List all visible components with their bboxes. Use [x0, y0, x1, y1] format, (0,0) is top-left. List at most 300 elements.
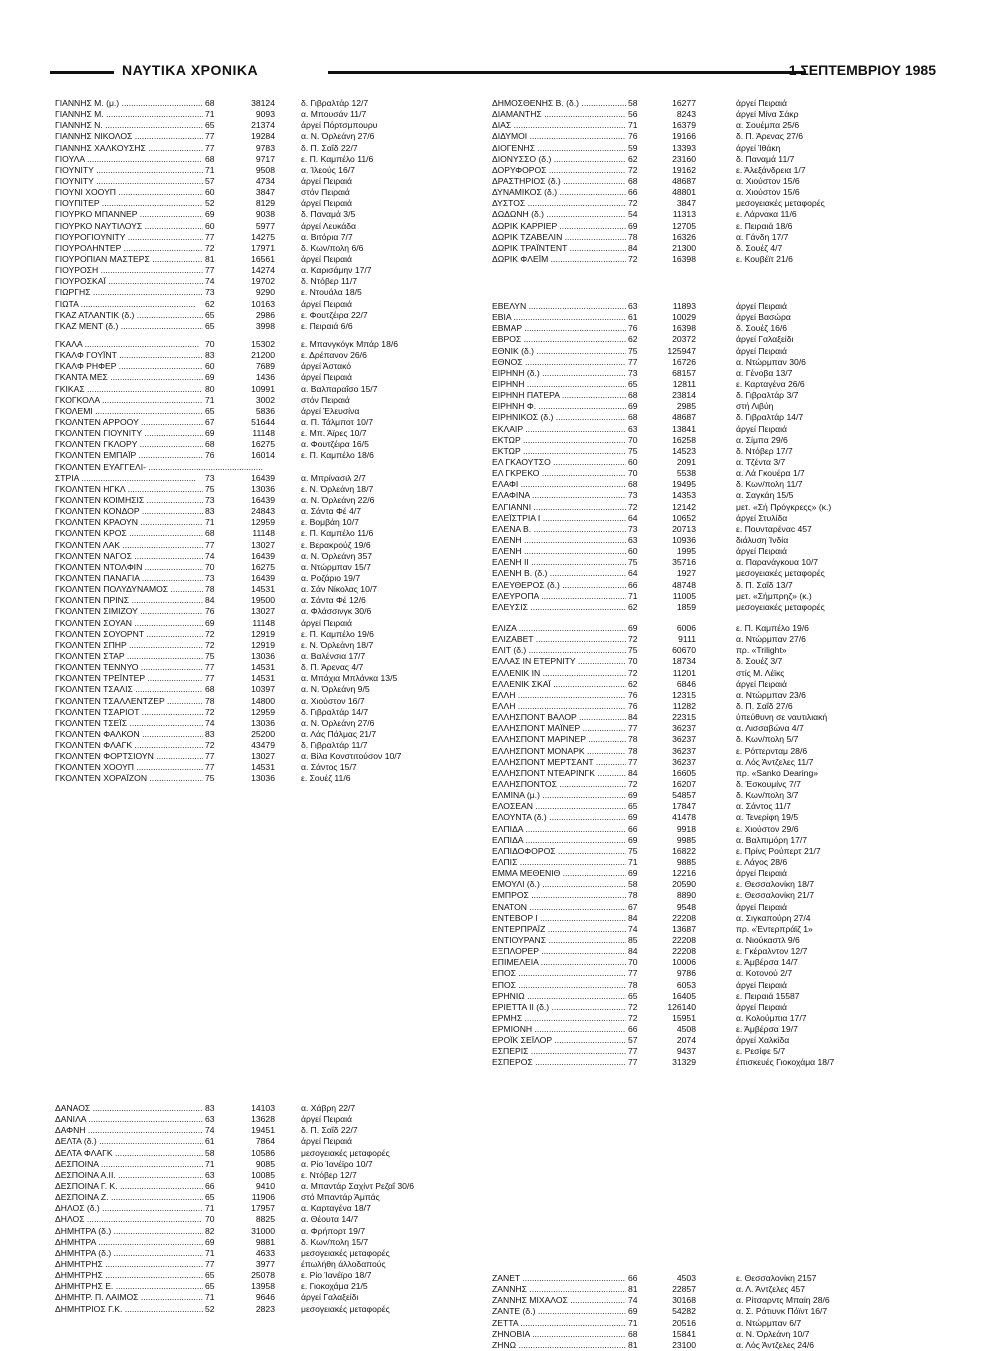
tonnage: 16398 — [672, 323, 696, 334]
ship-name: ΕΛΑΦΙΝΑ ..... — [492, 490, 628, 501]
position: ε. Ρίο Ίανέϊρο 18/7 — [301, 1270, 372, 1281]
build-year: 71 — [626, 120, 644, 131]
tonnage: 8243 — [676, 109, 696, 120]
ship-row — [492, 1002, 902, 1013]
ship-row — [55, 221, 465, 232]
ship-group — [55, 1103, 465, 1315]
position: άργεί Πειραιά — [736, 423, 787, 434]
ship-row — [55, 506, 465, 517]
ship-row — [55, 684, 465, 695]
tonnage: 3847 — [676, 198, 696, 209]
tonnage: 12919 — [251, 639, 275, 650]
position: ε. Π. Καμπέλο 18/6 — [301, 450, 374, 461]
position: άργεί Πειραιά — [736, 98, 787, 108]
build-year: 69 — [626, 401, 644, 412]
ship-row — [492, 723, 902, 734]
tonnage: 60670 — [672, 645, 696, 656]
ship-name: ΕΚΤΩΡ ..... — [492, 435, 628, 446]
build-year: 57 — [203, 176, 221, 187]
tonnage: 12315 — [672, 689, 696, 700]
tonnage: 9783 — [255, 142, 275, 153]
tonnage: 3002 — [255, 394, 275, 405]
tonnage: 1927 — [676, 568, 696, 579]
ship-row — [492, 712, 902, 723]
tonnage: 16726 — [672, 356, 696, 367]
ship-row — [55, 1237, 465, 1248]
tonnage: 23100 — [672, 1339, 696, 1350]
build-year: 75 — [203, 484, 221, 495]
ship-row — [55, 198, 465, 209]
ship-name: ΔΗΜΗΤΡΙΟΣ Γ.Κ. ..... — [55, 1304, 205, 1315]
position: ύπεύθυνη σε ναυτιλιακή — [736, 712, 828, 723]
ship-row — [55, 120, 465, 131]
ship-row — [492, 1318, 902, 1329]
ship-name: ΓΚΙΚΑΣ ..... — [55, 384, 205, 395]
position: α. Λισσαβώνα 4/7 — [736, 723, 804, 734]
position: άργεί Πειραιά — [301, 1136, 352, 1147]
build-year: 78 — [626, 734, 644, 745]
position: άργεί Λευκάδα — [301, 220, 356, 231]
ship-name: ΕΠΟΣ ..... — [492, 980, 628, 991]
ship-row — [55, 299, 465, 310]
position: α. Τζέντα 3/7 — [736, 456, 786, 467]
ship-row — [55, 584, 465, 595]
position: α. Σίμπα 29/6 — [736, 434, 788, 445]
position: ε. Μπ. Άϊρες 10/7 — [301, 428, 367, 439]
ship-name: ΕΠΟΣ ..... — [492, 968, 628, 979]
position: ε. Π. Καμπέλο 19/6 — [736, 623, 809, 633]
ship-row — [492, 634, 902, 645]
ship-group — [492, 301, 902, 613]
tonnage: 13958 — [251, 1281, 275, 1292]
tonnage: 8129 — [255, 198, 275, 209]
ship-row — [492, 98, 902, 109]
build-year: 68 — [626, 1329, 644, 1340]
position: α. Σάντα Φέ 4/7 — [301, 506, 361, 517]
tonnage: 14103 — [251, 1103, 275, 1113]
ship-name: ΓΚΟΛΝΤΕΝ ΠΑΝΑΓΙΑ ..... — [55, 573, 205, 584]
position: ε. Ν. Όρλεάνη 18/7 — [301, 639, 374, 650]
build-year: 65 — [203, 1270, 221, 1281]
ship-row — [55, 573, 465, 584]
ship-row — [55, 1103, 465, 1114]
position: α. Βαλένσια 17/7 — [301, 650, 366, 661]
build-year: 68 — [203, 439, 221, 450]
tonnage: 4503 — [676, 1273, 696, 1283]
ship-name: ΓΚΟΛΝΤΕΝ ΣΠΗΡ ..... — [55, 640, 205, 651]
ship-row — [492, 1273, 902, 1284]
build-year: 72 — [626, 254, 644, 265]
position: έπισκευές Γιοκοχάμα 18/7 — [736, 1057, 835, 1068]
build-year: 70 — [203, 1214, 221, 1225]
position: α. Χιούστον 15/6 — [736, 175, 800, 186]
tonnage: 19451 — [251, 1125, 275, 1136]
tonnage: 16275 — [251, 561, 275, 572]
build-year: 57 — [626, 1035, 644, 1046]
position: α. Βαλπαραΐσο 15/7 — [301, 383, 378, 394]
ship-name: ΓΙΟΥΠΙΤΕΡ ..... — [55, 198, 205, 209]
ship-row — [55, 1281, 465, 1292]
ship-row — [55, 1214, 465, 1225]
position: ε. Βερακρούζ 19/6 — [301, 539, 371, 550]
ship-row — [55, 154, 465, 165]
ship-name: ΓΚΟΛΝΤΕΝ ΚΟΝΔΟΡ ..... — [55, 506, 205, 517]
ship-name: ΓΚΑΖ ΑΤΛΑΝΤΙΚ (δ.) ..... — [55, 310, 205, 321]
ship-row — [55, 209, 465, 220]
position: α. Ντώρμπαν 27/6 — [736, 634, 806, 645]
position: ε. Φουτζέιρα 22/7 — [301, 309, 368, 320]
ship-row — [492, 1284, 902, 1295]
ship-row — [55, 350, 465, 361]
ship-name: ΕΒΙΑ ..... — [492, 312, 628, 323]
ship-name: ΕΙΡΗΝΙΚΟΣ (δ.) ..... — [492, 412, 628, 423]
ship-row — [55, 321, 465, 332]
build-year: 68 — [626, 390, 644, 401]
ship-name: ΔΗΜΗΤΡΗΣ Ε. ..... — [55, 1281, 205, 1292]
position: ε. Βομβάη 10/7 — [301, 517, 359, 528]
tonnage: 14523 — [672, 445, 696, 456]
ship-row — [492, 1013, 902, 1024]
ship-row — [492, 301, 902, 312]
position: ε. Άμβέρσα 19/7 — [736, 1024, 798, 1035]
build-year: 81 — [626, 1340, 644, 1351]
ship-name: ΕΛΙΖΑΒΕΤ ..... — [492, 634, 628, 645]
build-year: 71 — [203, 517, 221, 528]
tonnage: 13027 — [251, 539, 275, 550]
build-year: 60 — [626, 546, 644, 557]
position: άργεί Πειραιά — [301, 1114, 352, 1125]
tonnage: 13036 — [251, 650, 275, 661]
tonnage: 16379 — [672, 120, 696, 131]
ship-name: ΔΩΡΙΚ ΤΡΑΪΝΤΕΝΤ ..... — [492, 243, 628, 254]
build-year: 69 — [626, 812, 644, 823]
build-year: 72 — [203, 707, 221, 718]
ship-name: ΓΚΟΛΝΤΕΝ ΤΣΕΪΣ ..... — [55, 718, 205, 729]
ship-row — [492, 812, 902, 823]
build-year: 69 — [626, 835, 644, 846]
build-year: 83 — [203, 729, 221, 740]
position: δ. Π. Σαΐδ 27/6 — [736, 700, 793, 711]
ship-name: ΔΗΜΗΤΡΑ (δ.) ..... — [55, 1248, 205, 1259]
build-year: 58 — [626, 879, 644, 890]
position: α. Π. Τάλμποτ 10/7 — [301, 416, 374, 427]
build-year: 77 — [203, 762, 221, 773]
ship-name: ΕΛ ΓΚΑΟΥΤΣΟ ..... — [492, 457, 628, 468]
ship-name: ΕΡΜΗΣ ..... — [492, 1013, 628, 1024]
ship-name: ΕΛΙΖΑ ..... — [492, 623, 628, 634]
position: δ. Παναμά 3/5 — [301, 209, 356, 220]
tonnage: 21374 — [251, 120, 275, 131]
ship-row — [492, 209, 902, 220]
position: πρ. «Έντερπράϊζ 1» — [736, 923, 813, 934]
position: α. Γάνδη 17/7 — [736, 231, 789, 242]
ship-row — [492, 221, 902, 232]
ship-row — [55, 740, 465, 751]
tonnage: 36237 — [672, 745, 696, 756]
tonnage: 17847 — [672, 801, 696, 812]
ship-name: ΕΞΠΛΟΡΕΡ ..... — [492, 946, 628, 957]
ship-name: ΕΜΟΥΛΙ (δ.) ..... — [492, 879, 628, 890]
ship-row — [55, 165, 465, 176]
position: ε. Ντουάλα 18/5 — [301, 287, 362, 298]
build-year: 77 — [203, 232, 221, 243]
tonnage: 9717 — [255, 153, 275, 164]
build-year: 77 — [626, 1057, 644, 1068]
build-year: 65 — [203, 321, 221, 332]
ship-row — [492, 991, 902, 1002]
tonnage: 20516 — [672, 1317, 696, 1328]
position: α. Ντώρμπαν 30/6 — [736, 356, 806, 367]
build-year: 66 — [626, 1024, 644, 1035]
ship-name: ΕΛΕΝΗ Β. (δ.) ..... — [492, 568, 628, 579]
ship-row — [55, 384, 465, 395]
build-year: 58 — [203, 1148, 221, 1159]
position: ε. Γιοκοχάμα 21/5 — [301, 1281, 368, 1292]
build-year: 72 — [626, 198, 644, 209]
ship-row — [55, 176, 465, 187]
build-year: 76 — [626, 131, 644, 142]
tonnage: 12919 — [251, 628, 275, 639]
tonnage: 2823 — [255, 1303, 275, 1314]
ship-name: ΕΒΜΑΡ ..... — [492, 323, 628, 334]
tonnage: 12811 — [672, 378, 696, 389]
build-year: 77 — [203, 540, 221, 551]
ship-row — [492, 779, 902, 790]
ship-row — [492, 446, 902, 457]
build-year: 75 — [626, 645, 644, 656]
tonnage: 14353 — [672, 490, 696, 501]
tonnage: 12705 — [672, 220, 696, 231]
position: ε. Πειραιά 15587 — [736, 990, 800, 1001]
position: α. Ντώρμπαν 6/7 — [736, 1317, 802, 1328]
position: α. Λός Άντζελες 11/7 — [736, 756, 814, 767]
position: α. Ν. Όρλεάνη 10/7 — [736, 1328, 810, 1339]
tonnage: 9038 — [255, 209, 275, 220]
ship-name: ΔΡΑΣΤΗΡΙΟΣ (δ.) ..... — [492, 176, 628, 187]
ship-name: ΔΗΜΗΤΡΑ ..... — [55, 1237, 205, 1248]
position: α. Τενερίφη 19/5 — [736, 812, 799, 823]
build-year: 54 — [626, 209, 644, 220]
build-year: 75 — [626, 446, 644, 457]
tonnage: 5836 — [255, 405, 275, 416]
position: δ. Γιβραλτάρ 3/7 — [736, 390, 799, 401]
position: α. Λά Γκουέρα 1/7 — [736, 468, 805, 479]
ship-name: ΓΙΟΥΝΙΤΥ ..... — [55, 165, 205, 176]
tonnage: 19702 — [251, 276, 275, 287]
build-year: 68 — [203, 98, 221, 109]
position: δ. Κων/πολη 15/7 — [301, 1236, 369, 1247]
tonnage: 11005 — [672, 590, 696, 601]
build-year: 76 — [203, 606, 221, 617]
build-year: 68 — [203, 684, 221, 695]
tonnage: 15841 — [672, 1328, 696, 1339]
ship-name: ΖΑΝΤΕ (δ.) ..... — [492, 1306, 628, 1317]
tonnage: 21300 — [672, 242, 696, 253]
position: ε. Μπανγκόγκ Μπάρ 18/6 — [301, 339, 399, 349]
position: μεσογειακές μεταφορές — [301, 1303, 390, 1314]
ship-name: ΕΛΛΗΣΠΟΝΤ ΜΕΡΤΣΑΝΤ ..... — [492, 757, 628, 768]
tonnage: 16014 — [251, 450, 275, 461]
tonnage: 8890 — [676, 890, 696, 901]
ship-name: ΕΛΛΕΝΙΚ ΙΝ ..... — [492, 668, 628, 679]
ship-name: ΔΙΔΥΜΟΙ ..... — [492, 131, 628, 142]
ship-row — [55, 729, 465, 740]
tonnage: 2986 — [255, 309, 275, 320]
ship-row — [55, 462, 465, 473]
ship-row — [55, 762, 465, 773]
tonnage: 15302 — [251, 339, 275, 349]
build-year: 84 — [626, 243, 644, 254]
ship-row — [492, 1329, 902, 1340]
ship-name: ΕΛΟΥΝΤΑ (δ.) ..... — [492, 812, 628, 823]
position: άργεί Πειραιά — [736, 979, 787, 990]
position: δ. Γιβραλτάρ 14/7 — [736, 412, 804, 423]
build-year: 52 — [203, 1304, 221, 1315]
tonnage: 13036 — [251, 717, 275, 728]
build-year: 74 — [203, 276, 221, 287]
ship-name: ΕΛΛΑΣ ΙΝ ΕΤΕΡΝΙΤΥ ..... — [492, 656, 628, 667]
build-year: 77 — [203, 673, 221, 684]
build-year: 69 — [626, 623, 644, 634]
position: α. Χιούστον 16/7 — [301, 695, 365, 706]
ship-row — [492, 968, 902, 979]
ship-row — [55, 143, 465, 154]
ship-name: ΓΚΟΛΝΤΕΝ ΦΑΛΚΟΝ ..... — [55, 729, 205, 740]
position: α. Ροζάριο 19/7 — [301, 572, 361, 583]
tonnage: 18734 — [672, 656, 696, 667]
ship-name: ΖΕΤΤΑ ..... — [492, 1318, 628, 1329]
tonnage: 10029 — [672, 312, 696, 323]
tonnage: 9985 — [676, 834, 696, 845]
tonnage: 14531 — [251, 662, 275, 673]
ship-name: ΕΘΝΟΣ ..... — [492, 357, 628, 368]
tonnage: 11201 — [672, 667, 696, 678]
ship-row — [492, 513, 902, 524]
tonnage: 2985 — [676, 401, 696, 412]
ship-name: ΓΚΟΛΝΤΕΝ ΣΟΥΑΝ ..... — [55, 618, 205, 629]
tonnage: 48748 — [672, 579, 696, 590]
ship-name: ΔΙΟΓΕΝΗΣ ..... — [492, 143, 628, 154]
build-year: 83 — [203, 506, 221, 517]
build-year: 78 — [203, 696, 221, 707]
ship-row — [55, 1148, 465, 1159]
ship-row — [492, 546, 902, 557]
ship-name: ΕΙΡΗΝΗ (δ.) ..... — [492, 368, 628, 379]
tonnage: 9410 — [255, 1180, 275, 1191]
build-year: 82 — [203, 1226, 221, 1237]
position: α. Καρισάμην 17/7 — [301, 265, 372, 276]
ship-row — [492, 390, 902, 401]
ship-row — [492, 835, 902, 846]
ship-name: ΕΛΕΝΗ ΙΙ ..... — [492, 557, 628, 568]
position: μεσογειακές μεταφορές — [736, 568, 825, 579]
tonnage: 31000 — [251, 1225, 275, 1236]
ship-name: ΓΚΑΛΦ ΡΗΦΕΡ ..... — [55, 361, 205, 372]
position: ε. Γκέραλντον 12/7 — [736, 946, 808, 957]
ship-name: ΓΙΩΡΓΗΣ ..... — [55, 287, 205, 298]
ship-name: ΔΗΛΟΣ (δ.) ..... — [55, 1203, 205, 1214]
tonnage: 126140 — [667, 1001, 696, 1012]
ship-name: ΕΛΛΗΣΠΟΝΤ ΜΑΡΙΝΕΡ ..... — [492, 734, 628, 745]
ship-row — [55, 662, 465, 673]
position: δ. Παναμά 11/7 — [736, 153, 795, 164]
build-year: 84 — [626, 913, 644, 924]
position: δ. Γιβραλτάρ 12/7 — [301, 98, 369, 108]
build-year: 77 — [203, 751, 221, 762]
position: ε. Λάγος 28/6 — [736, 856, 788, 867]
ship-row — [492, 701, 902, 712]
tonnage: 4508 — [676, 1024, 696, 1035]
build-year: 65 — [203, 310, 221, 321]
position: α. Χάβρη 22/7 — [301, 1103, 356, 1113]
position: α. Ν. Όρλεάνη 9/5 — [301, 684, 370, 695]
tonnage: 14531 — [251, 584, 275, 595]
ship-name: ΓΙΟΥΡΟΓΙΟΥΝΙΤΥ ..... — [55, 232, 205, 243]
build-year: 71 — [203, 109, 221, 120]
build-year: 71 — [626, 857, 644, 868]
header-rule-left — [50, 71, 114, 74]
tonnage: 13687 — [672, 923, 696, 934]
build-year: 70 — [626, 656, 644, 667]
tonnage: 54857 — [672, 790, 696, 801]
ship-name: ΓΚΟΛΝΤΕΝ ΛΑΚ ..... — [55, 540, 205, 551]
build-year: 64 — [626, 513, 644, 524]
position: ε. Χιούστον 29/6 — [736, 823, 799, 834]
build-year: 77 — [626, 1046, 644, 1057]
tonnage: 22315 — [672, 712, 696, 723]
tonnage: 19166 — [672, 131, 696, 142]
ship-row — [492, 946, 902, 957]
build-year: 72 — [626, 668, 644, 679]
ship-name: ΕΒΡΟΣ ..... — [492, 334, 628, 345]
build-year: 72 — [626, 1002, 644, 1013]
ship-row — [55, 1181, 465, 1192]
position: ε. Ν. Όρλεάνη 18/7 — [301, 483, 374, 494]
ship-row — [55, 1170, 465, 1181]
position: α. Κολούμπια 17/7 — [736, 1012, 807, 1023]
ship-name: ΕΛΕΥΣΙΣ ..... — [492, 602, 628, 613]
build-year: 69 — [203, 1237, 221, 1248]
ship-row — [492, 232, 902, 243]
position: α. Νιούκαστλ 9/6 — [736, 934, 800, 945]
ship-row — [55, 1292, 465, 1303]
ship-row — [55, 310, 465, 321]
ship-row — [492, 312, 902, 323]
ship-name: ΕΛΛΗΣΠΟΝΤ ΜΑΪΝΕΡ ..... — [492, 723, 628, 734]
ship-row — [55, 276, 465, 287]
ship-name: ΓΚΟΛΝΤΕΝ ΚΡΟΣ ..... — [55, 528, 205, 539]
position: ε. Άμβέρσα 14/7 — [736, 957, 798, 968]
ship-name: ΔΗΛΟΣ ..... — [55, 1214, 205, 1225]
ship-row — [492, 1035, 902, 1046]
ship-name: ΔΩΡΙΚ ΚΑΡΡΙΕΡ ..... — [492, 221, 628, 232]
ship-row — [492, 846, 902, 857]
ship-name: ΓΙΟΥΡΚΟ ΝΑΥΤΙΛΟΥΣ ..... — [55, 221, 205, 232]
ship-row — [492, 176, 902, 187]
ship-row — [492, 580, 902, 591]
tonnage: 9885 — [676, 856, 696, 867]
ship-row — [55, 707, 465, 718]
ship-row — [492, 368, 902, 379]
ship-row — [55, 361, 465, 372]
tonnage: 23160 — [672, 153, 696, 164]
build-year: 75 — [626, 346, 644, 357]
build-year: 72 — [626, 634, 644, 645]
ship-row — [492, 790, 902, 801]
build-year: 63 — [203, 1170, 221, 1181]
tonnage: 38124 — [251, 98, 275, 108]
ship-name: ΔΕΣΠΟΙΝΑ Ζ. ..... — [55, 1192, 205, 1203]
